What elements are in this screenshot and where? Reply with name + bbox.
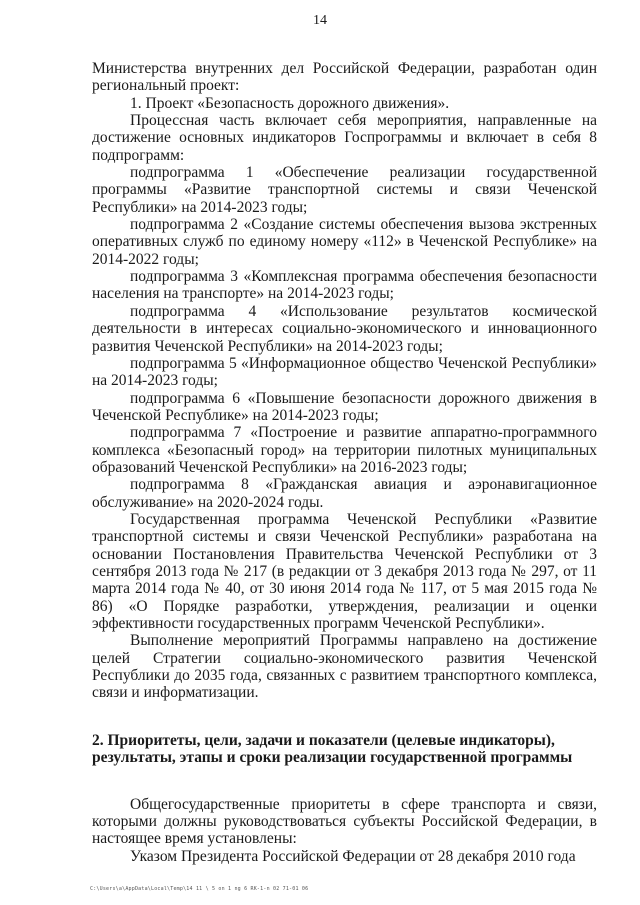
subprogram-item: подпрограмма 5 «Информационное общество Чеченской Республики» на 2014-2023 годы; [92, 354, 597, 390]
paragraph: Указом Президента Российской Федерации от 28 декабря 2010 года [130, 847, 576, 865]
subprogram-item: подпрограмма 2 «Создание системы обеспечения вызова экстренных оперативных служб по единому номеру «112» в Чеченской Республике» на 2014-2022 годы; [92, 216, 597, 268]
section-heading-line-1: 2. Приоритеты, цели, задачи и показатели (целевые индикаторы), [92, 731, 555, 749]
subprogram-item: подпрограмма 1 «Обеспечение реализации государственной программы «Развитие транспортной системы и связи Чеченской Республики» на 2014-2023 годы; [92, 164, 597, 216]
subprogram-item: подпрограмма 3 «Комплексная программа обеспечения безопасности населения на транспорте» на 2014-2023 годы; [92, 268, 597, 303]
page-number: 14 [313, 13, 327, 28]
paragraph: Министерства внутренних дел Российской Федерации, разработан один региональный проект: [92, 60, 597, 95]
section-heading-line-2: результаты, этапы и сроки реализации государственной программы [92, 748, 573, 766]
subprogram-item: подпрограмма 8 «Гражданская авиация и аэронавигационное обслуживание» на 2020-2024 годы. [92, 476, 597, 511]
document-body [92, 60, 597, 865]
paragraph: Выполнение мероприятий Программы направлено на достижение целей Стратегии социально-экономического развития Чеченской Республики до 2035 года, связанных с развитием транспортного комплекса, связи и информатизации. [92, 632, 597, 702]
subprogram-item: подпрограмма 6 «Повышение безопасности дорожного движения в Чеченской Республике» на 2014-2023 годы; [92, 389, 597, 424]
paragraph: Процессная часть включает себя мероприятия, направленные на достижение основных индикаторов Госпрограммы и включает в себя 8 подпрограмм: [92, 112, 597, 164]
paragraph: 1. Проект «Безопасность дорожного движения». [130, 94, 450, 112]
subprogram-item: подпрограмма 4 «Использование результатов космической деятельности в интересах социально-экономического и инновационного развития Чеченской Республики» на 2014-2023 годы; [92, 302, 597, 355]
subprogram-item: подпрограмма 7 «Построение и развитие аппаратно-программного комплекса «Безопасный город» на территории пилотных муниципальных образований Чеченской Республики» на 2016-2023 годы; [92, 424, 597, 476]
paragraph: Государственная программа Чеченской Республики «Развитие транспортной системы и связи Чеченской Республики» разработана на основании Постановления Правительства Чеченской Республики от 3 сентября 2013 года № 217 (в редакции от 3 декабря 2013 года № 297, от 11 марта 2014 года № 40, от 30 июня 2014 года № 117, от 5 мая 2015 года № 86) «О Порядке разработки, утверждения, реализации и оценки эффективности государственных программ Чеченской Республики». [92, 510, 597, 632]
paragraph: Общегосударственные приоритеты в сфере транспорта и связи, которыми должны руководствоваться субъекты Российской Федерации, в настоящее время установлены: [92, 795, 597, 848]
footer-file-path: С:\Users\a\AppData\Local\Temp\14 11 \ 5 on 1 ng 6 RK-1-n 02 71-01 06 [90, 886, 309, 892]
